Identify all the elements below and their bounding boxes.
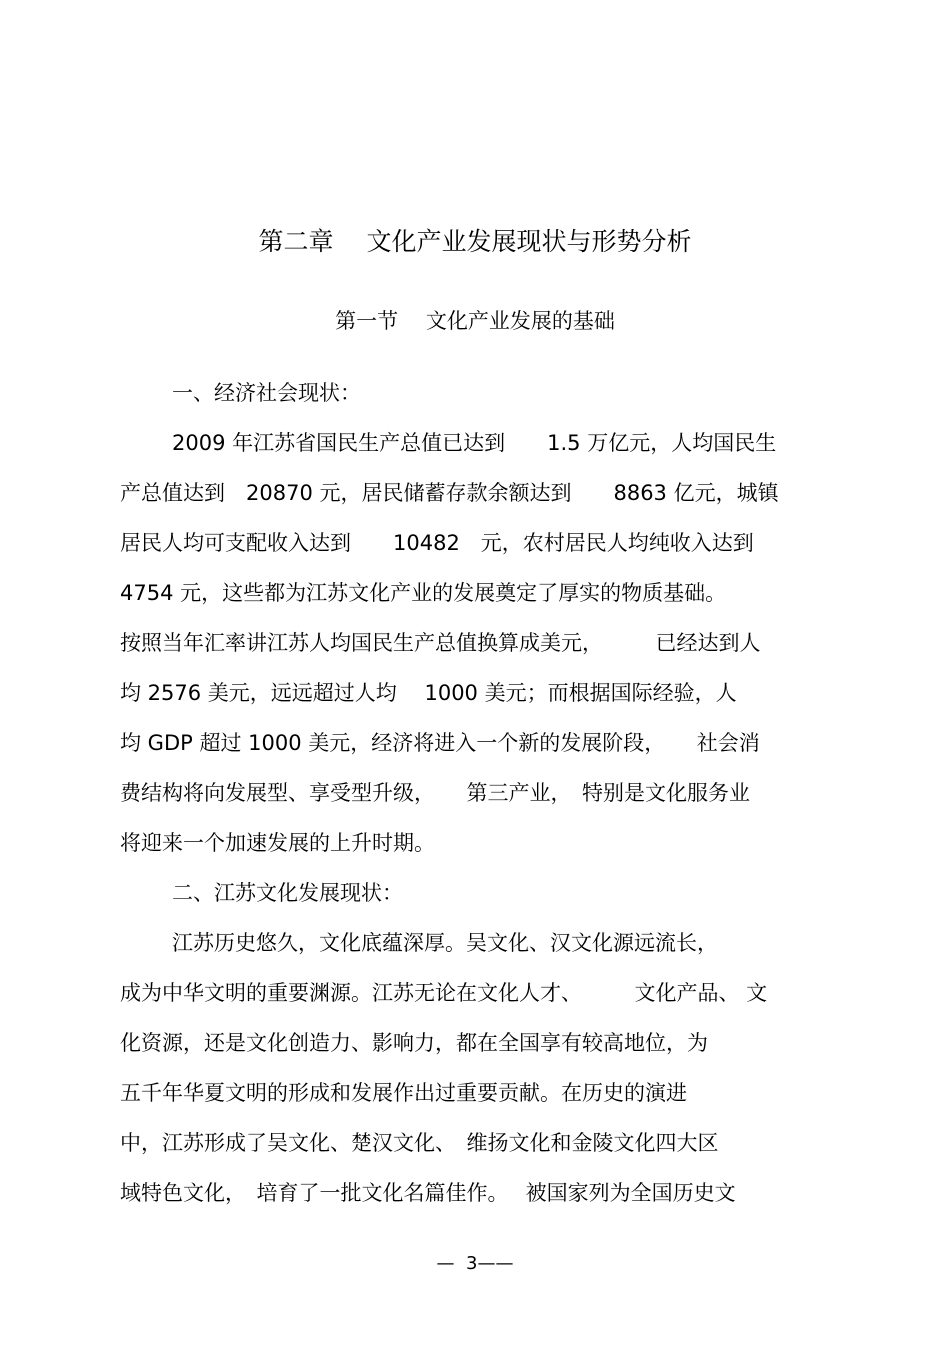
paragraph-line: 域特色文化， 培育了一批文化名篇佳作。 被国家列为全国历史文 <box>120 1181 736 1205</box>
chapter-title: 第二章 文化产业发展现状与形势分析 <box>258 227 692 256</box>
paragraph-line: 均 GDP 超过 1000 美元，经济将进入一个新的发展阶段， 社会消 <box>120 731 760 755</box>
paragraph-line: 中，江苏形成了吴文化、楚汉文化、 维扬文化和金陵文化四大区 <box>120 1131 719 1155</box>
heading-culture-status: 二、江苏文化发展现状： <box>172 881 403 905</box>
paragraph-line: 居民人均可支配收入达到 10482 元，农村居民人均纯收入达到 <box>120 531 754 555</box>
paragraph-line: 化资源，还是文化创造力、影响力，都在全国享有较高地位，为 <box>120 1031 708 1055</box>
paragraph-line: 2009 年江苏省国民生产总值已达到 1.5 万亿元，人均国民生 <box>172 431 777 455</box>
paragraph-line: 按照当年汇率讲江苏人均国民生产总值换算成美元， 已经达到人 <box>120 631 761 655</box>
heading-economic-status: 一、经济社会现状： <box>172 381 361 405</box>
paragraph-line: 江苏历史悠久，文化底蕴深厚。吴文化、汉文化源远流长， <box>172 931 718 955</box>
paragraph-line: 将迎来一个加速发展的上升时期。 <box>120 831 435 855</box>
paragraph-line: 均 2576 美元，远远超过人均 1000 美元；而根据国际经验，人 <box>120 681 737 705</box>
section-title: 第一节 文化产业发展的基础 <box>335 309 615 333</box>
paragraph-line: 五千年华夏文明的形成和发展作出过重要贡献。在历史的演进 <box>120 1081 687 1105</box>
paragraph-line: 4754 元，这些都为江苏文化产业的发展奠定了厚实的物质基础。 <box>120 581 727 605</box>
paragraph-line: 成为中华文明的重要渊源。江苏无论在文化人才、 文化产品、 文 <box>120 981 768 1005</box>
paragraph-line: 费结构将向发展型、享受型升级， 第三产业， 特别是文化服务业 <box>120 781 750 805</box>
page-number: — 3—— <box>436 1253 514 1274</box>
paragraph-line: 产总值达到 20870 元，居民储蓄存款余额达到 8863 亿元，城镇 <box>120 481 779 505</box>
